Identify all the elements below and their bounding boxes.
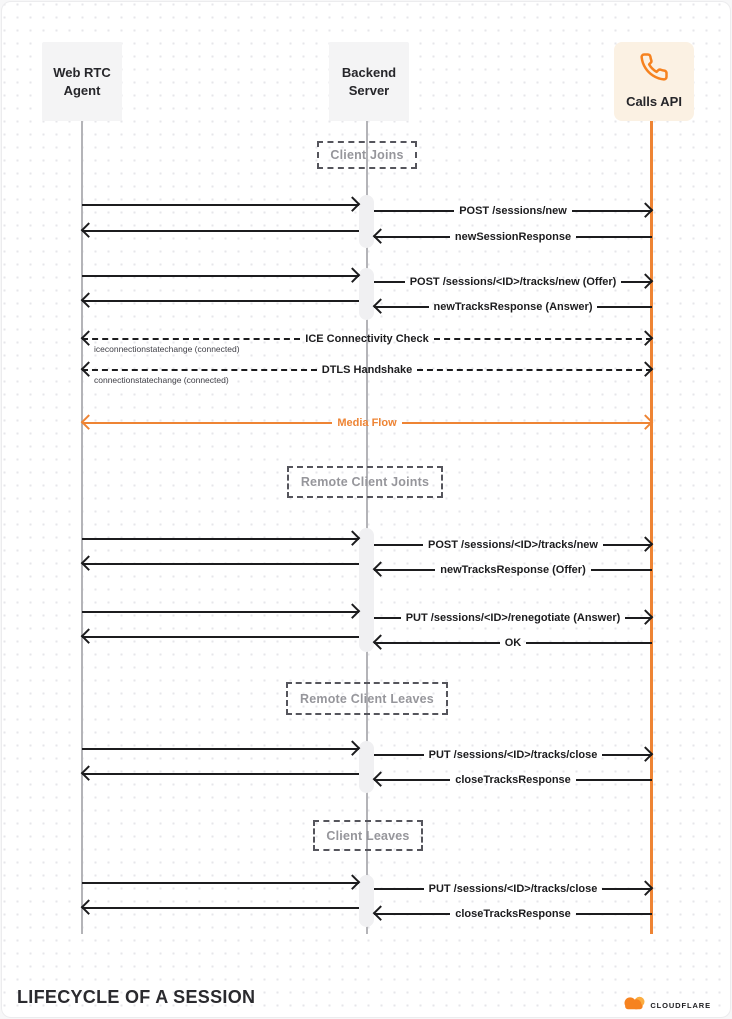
arrowhead-left-icon — [81, 765, 97, 781]
arrow-backend-to-agent — [82, 628, 359, 646]
group-remote-client-joints — [287, 466, 443, 498]
arrow-agent-to-backend — [82, 874, 359, 892]
group-client-joins — [317, 141, 417, 169]
message-label: ICE Connectivity Check — [305, 333, 429, 345]
group-remote-client-leaves — [286, 682, 448, 715]
arrow-media-flow — [82, 414, 652, 432]
arrow-backend-to-calls — [374, 202, 652, 220]
arrow-backend-to-agent — [82, 765, 359, 783]
arrow-agent-to-backend — [82, 530, 359, 548]
arrowhead-right-icon — [638, 273, 654, 289]
cloudflare-logo — [622, 996, 711, 1015]
message-label: newTracksResponse (Offer) — [440, 564, 586, 576]
message-label: newSessionResponse — [454, 231, 572, 243]
message-label: OK — [504, 637, 522, 649]
arrow-backend-to-calls — [374, 746, 652, 764]
sequence-diagram-canvas — [1, 1, 731, 1018]
group-label: Client Leaves — [326, 828, 410, 843]
actor-calls-api — [614, 42, 694, 121]
connection-state-annotation: connectionstatechange (connected) — [94, 375, 229, 385]
arrowhead-right-icon — [638, 361, 654, 377]
arrow-calls-to-backend — [374, 228, 652, 246]
arrow-backend-to-calls — [374, 880, 652, 898]
message-label: closeTracksResponse — [455, 908, 571, 920]
group-label: Client Joins — [330, 148, 404, 162]
arrowhead-left-icon — [81, 292, 97, 308]
arrow-backend-to-agent — [82, 222, 359, 240]
message-label: POST /sessions/<ID>/tracks/new — [428, 539, 598, 551]
arrowhead-right-icon — [638, 609, 654, 625]
arrowhead-right-icon — [638, 330, 654, 346]
ice-state-annotation: iceconnectionstatechange (connected) — [94, 344, 240, 354]
arrow-backend-to-calls — [374, 609, 652, 627]
arrowhead-left-icon — [81, 222, 97, 238]
arrow-backend-to-agent — [82, 899, 359, 917]
arrow-calls-to-backend — [374, 905, 652, 923]
activation-bar — [359, 875, 374, 927]
activation-bar — [359, 741, 374, 793]
arrowhead-left-icon — [373, 298, 389, 314]
message-label: DTLS Handshake — [321, 364, 413, 376]
arrow-calls-to-backend — [374, 771, 652, 789]
arrow-agent-to-backend — [82, 267, 359, 285]
arrowhead-right-icon — [345, 603, 361, 619]
message-label: newTracksResponse (Answer) — [433, 301, 593, 313]
activation-bar — [359, 268, 374, 320]
arrowhead-left-icon — [81, 899, 97, 915]
group-label: Remote Client Leaves — [300, 691, 434, 706]
arrowhead-right-icon — [638, 202, 654, 218]
message-label: POST /sessions/new — [459, 205, 567, 217]
arrowhead-right-icon — [345, 530, 361, 546]
actor-label: Backend Server — [341, 64, 397, 98]
cloudflare-cloud-icon — [622, 996, 647, 1015]
message-label: PUT /sessions/<ID>/renegotiate (Answer) — [405, 612, 621, 624]
arrow-agent-to-backend — [82, 603, 359, 621]
arrowhead-right-icon — [638, 746, 654, 762]
phone-icon — [639, 52, 669, 87]
arrow-backend-to-agent — [82, 292, 359, 310]
arrowhead-right-icon — [638, 414, 654, 430]
arrowhead-left-icon — [373, 905, 389, 921]
arrow-backend-to-calls — [374, 273, 652, 291]
arrowhead-right-icon — [345, 267, 361, 283]
message-label: Media Flow — [337, 417, 397, 429]
arrowhead-left-icon — [373, 771, 389, 787]
arrow-calls-to-backend — [374, 298, 652, 316]
message-label: PUT /sessions/<ID>/tracks/close — [428, 883, 598, 895]
actor-label: Web RTC Agent — [53, 64, 111, 98]
arrowhead-right-icon — [345, 874, 361, 890]
arrow-backend-to-agent — [82, 555, 359, 573]
activation-bar — [359, 528, 374, 652]
lifeline-webrtc-agent — [81, 121, 83, 934]
arrow-agent-to-backend — [82, 196, 359, 214]
group-label: Remote Client Joints — [300, 475, 430, 489]
group-client-leaves — [313, 820, 423, 851]
arrowhead-left-icon — [81, 414, 97, 430]
message-label: PUT /sessions/<ID>/tracks/close — [428, 749, 598, 761]
arrow-calls-to-backend — [374, 634, 652, 652]
activation-bar — [359, 195, 374, 248]
actor-webrtc-agent — [42, 42, 122, 121]
arrow-calls-to-backend — [374, 561, 652, 579]
brand-wordmark: CLOUDFLARE — [650, 1001, 711, 1010]
arrowhead-left-icon — [373, 634, 389, 650]
arrowhead-left-icon — [373, 561, 389, 577]
arrowhead-right-icon — [638, 536, 654, 552]
actor-backend-server — [329, 42, 409, 121]
page-title: LIFECYCLE OF A SESSION — [17, 987, 256, 1007]
arrowhead-right-icon — [345, 740, 361, 756]
arrowhead-right-icon — [638, 880, 654, 896]
message-label: closeTracksResponse — [455, 774, 571, 786]
actor-label: Calls API — [626, 94, 682, 109]
arrowhead-left-icon — [81, 555, 97, 571]
arrow-agent-to-backend — [82, 740, 359, 758]
arrowhead-left-icon — [373, 228, 389, 244]
arrow-backend-to-calls — [374, 536, 652, 554]
message-label: POST /sessions/<ID>/tracks/new (Offer) — [409, 276, 617, 288]
arrowhead-right-icon — [345, 196, 361, 212]
arrowhead-left-icon — [81, 628, 97, 644]
